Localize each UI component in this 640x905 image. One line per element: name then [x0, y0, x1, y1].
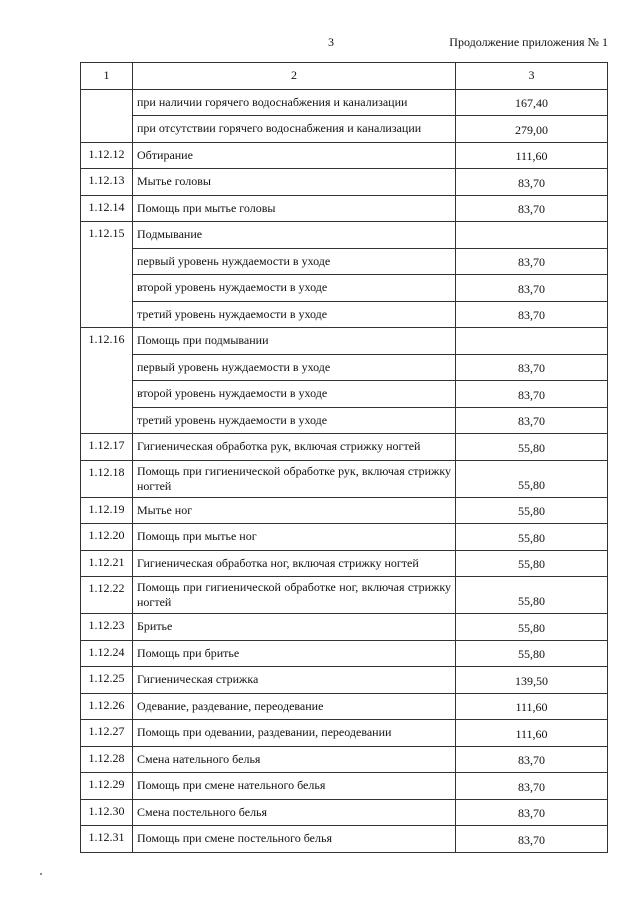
scan-speck — [40, 873, 42, 875]
table-row — [81, 195, 608, 222]
table-row — [81, 497, 608, 524]
service-price: 55,80 — [456, 460, 608, 497]
service-name: Мытье ног — [133, 497, 456, 524]
service-name: Помощь при одевании, раздевании, переодевании — [133, 720, 456, 747]
row-number: 1.12.20 — [81, 524, 133, 551]
service-name: Помощь при гигиенической обработке рук, включая стрижку ногтей — [133, 460, 456, 497]
table-row — [81, 328, 608, 355]
service-name: Смена нательного белья — [133, 746, 456, 773]
row-number: 1.12.17 — [81, 434, 133, 461]
service-name: первый уровень нуждаемости в уходе — [133, 354, 456, 381]
table-row — [81, 89, 608, 116]
service-name: первый уровень нуждаемости в уходе — [133, 248, 456, 275]
column-header: 1 — [81, 63, 133, 90]
service-name: Гигиеническая стрижка — [133, 667, 456, 694]
service-price: 83,70 — [456, 354, 608, 381]
service-price: 83,70 — [456, 275, 608, 302]
service-price: 55,80 — [456, 577, 608, 614]
table-row — [81, 550, 608, 577]
service-price: 55,80 — [456, 614, 608, 641]
row-number: 1.12.31 — [81, 826, 133, 853]
table-row — [81, 773, 608, 800]
table-header-row — [81, 63, 608, 90]
service-price: 279,00 — [456, 116, 608, 143]
service-name: Смена постельного белья — [133, 799, 456, 826]
service-name: Помощь при бритье — [133, 640, 456, 667]
page-number: 3 — [328, 35, 334, 49]
service-price: 139,50 — [456, 667, 608, 694]
table-row — [81, 248, 608, 275]
service-name: Помощь при смене постельного белья — [133, 826, 456, 853]
row-number: 1.12.12 — [81, 142, 133, 169]
row-number: 1.12.15 — [81, 222, 133, 328]
row-number: 1.12.23 — [81, 614, 133, 641]
table-row — [81, 826, 608, 853]
service-name: Помощь при подмывании — [133, 328, 456, 355]
table-row — [81, 301, 608, 328]
service-price: 55,80 — [456, 497, 608, 524]
row-number: 1.12.16 — [81, 328, 133, 434]
service-name: второй уровень нуждаемости в уходе — [133, 381, 456, 408]
table-row — [81, 693, 608, 720]
service-name: третий уровень нуждаемости в уходе — [133, 301, 456, 328]
row-number: 1.12.30 — [81, 799, 133, 826]
service-price: 111,60 — [456, 142, 608, 169]
service-price: 83,70 — [456, 826, 608, 853]
row-number: 1.12.27 — [81, 720, 133, 747]
service-name: Помощь при мытье ног — [133, 524, 456, 551]
service-price: 55,80 — [456, 524, 608, 551]
service-name: второй уровень нуждаемости в уходе — [133, 275, 456, 302]
service-price — [456, 222, 608, 249]
service-price: 55,80 — [456, 640, 608, 667]
service-name: Помощь при смене нательного белья — [133, 773, 456, 800]
service-price: 111,60 — [456, 693, 608, 720]
service-price: 111,60 — [456, 720, 608, 747]
table-row — [81, 460, 608, 497]
row-number: 1.12.14 — [81, 195, 133, 222]
service-price: 83,70 — [456, 381, 608, 408]
service-name: Подмывание — [133, 222, 456, 249]
table-row — [81, 614, 608, 641]
service-name: третий уровень нуждаемости в уходе — [133, 407, 456, 434]
price-table — [80, 62, 608, 853]
row-number: 1.12.22 — [81, 577, 133, 614]
service-price: 167,40 — [456, 89, 608, 116]
service-name: Обтирание — [133, 142, 456, 169]
table-row — [81, 434, 608, 461]
service-price: 83,70 — [456, 301, 608, 328]
service-price: 83,70 — [456, 746, 608, 773]
service-price: 83,70 — [456, 169, 608, 196]
row-number: 1.12.21 — [81, 550, 133, 577]
service-name: Помощь при мытье головы — [133, 195, 456, 222]
service-price — [456, 328, 608, 355]
service-price: 83,70 — [456, 773, 608, 800]
service-name: при отсутствии горячего водоснабжения и канализации — [133, 116, 456, 143]
table-row — [81, 381, 608, 408]
table-row — [81, 524, 608, 551]
row-number: 1.12.19 — [81, 497, 133, 524]
table-row — [81, 354, 608, 381]
row-number: 1.12.26 — [81, 693, 133, 720]
service-name: Помощь при гигиенической обработке ног, включая стрижку ногтей — [133, 577, 456, 614]
table-row — [81, 275, 608, 302]
column-header: 3 — [456, 63, 608, 90]
column-header: 2 — [133, 63, 456, 90]
table-row — [81, 720, 608, 747]
appendix-continuation-note: Продолжение приложения № 1 — [449, 35, 608, 49]
service-name: Гигиеническая обработка ног, включая стрижку ногтей — [133, 550, 456, 577]
service-name: Гигиеническая обработка рук, включая стрижку ногтей — [133, 434, 456, 461]
service-price: 83,70 — [456, 248, 608, 275]
row-number: 1.12.28 — [81, 746, 133, 773]
table-row — [81, 577, 608, 614]
row-number: 1.12.24 — [81, 640, 133, 667]
table-row — [81, 407, 608, 434]
table-row — [81, 640, 608, 667]
row-number: 1.12.25 — [81, 667, 133, 694]
service-name: Одевание, раздевание, переодевание — [133, 693, 456, 720]
row-number: 1.12.13 — [81, 169, 133, 196]
service-name: Бритье — [133, 614, 456, 641]
row-number: 1.12.18 — [81, 460, 133, 497]
table-row — [81, 222, 608, 249]
service-price: 83,70 — [456, 195, 608, 222]
row-number — [81, 89, 133, 142]
table-row — [81, 169, 608, 196]
service-price: 55,80 — [456, 434, 608, 461]
service-price: 83,70 — [456, 407, 608, 434]
service-price: 83,70 — [456, 799, 608, 826]
service-name: Мытье головы — [133, 169, 456, 196]
table-row — [81, 142, 608, 169]
service-name: при наличии горячего водоснабжения и канализации — [133, 89, 456, 116]
row-number: 1.12.29 — [81, 773, 133, 800]
table-row — [81, 667, 608, 694]
table-row — [81, 746, 608, 773]
table-row — [81, 799, 608, 826]
service-price: 55,80 — [456, 550, 608, 577]
table-row — [81, 116, 608, 143]
